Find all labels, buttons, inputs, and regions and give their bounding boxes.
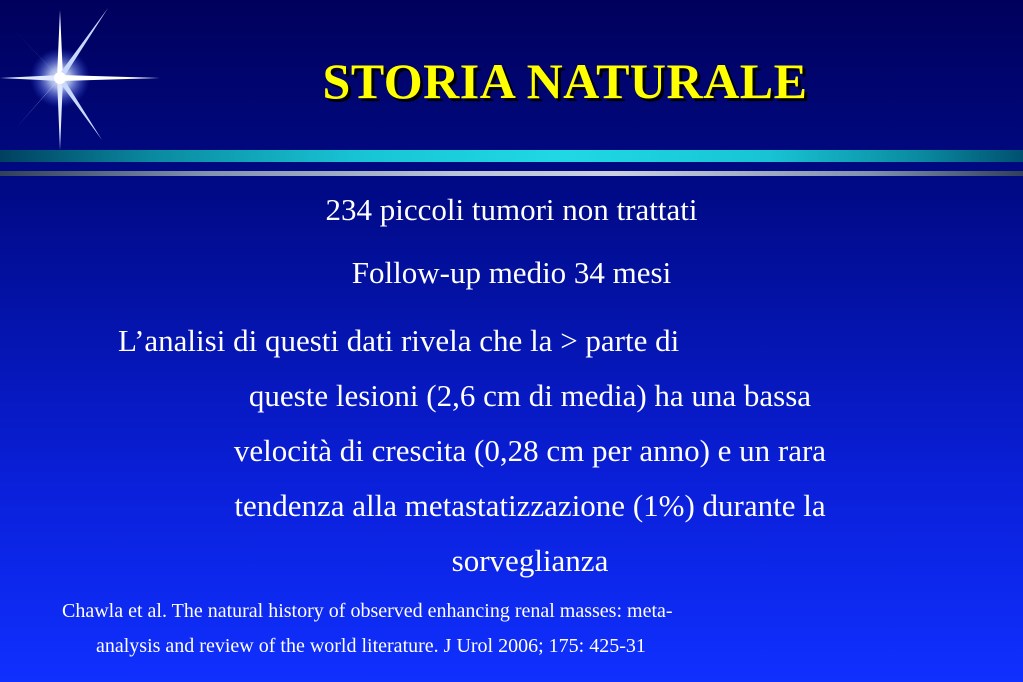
paragraph-row: queste lesioni (2,6 cm di media) ha una bassa — [248, 378, 812, 413]
accent-bar — [0, 150, 1023, 162]
paragraph-row: velocità di crescita (0,28 cm per anno) e un rara — [233, 433, 827, 468]
paragraph-row: sorveglianza — [451, 543, 609, 578]
citation-row: analysis and review of the world literature. J Urol 2006; 175: 425-31 — [96, 635, 646, 657]
paragraph-row: L’analisi di questi dati rivela che la > parte di — [118, 323, 680, 358]
page-title: STORIA NATURALE — [322, 53, 808, 109]
citation — [62, 594, 962, 664]
analysis-paragraph — [100, 313, 960, 588]
citation-row: Chawla et al. The natural history of observed enhancing renal masses: meta- — [62, 600, 673, 622]
paragraph-row: tendenza alla metastatizzazione (1%) durante la — [234, 488, 826, 523]
divider-line — [0, 171, 1023, 176]
summary-line-followup: Follow-up medio 34 mesi — [351, 255, 672, 290]
summary-line-tumors: 234 piccoli tumori non trattati — [325, 192, 698, 227]
